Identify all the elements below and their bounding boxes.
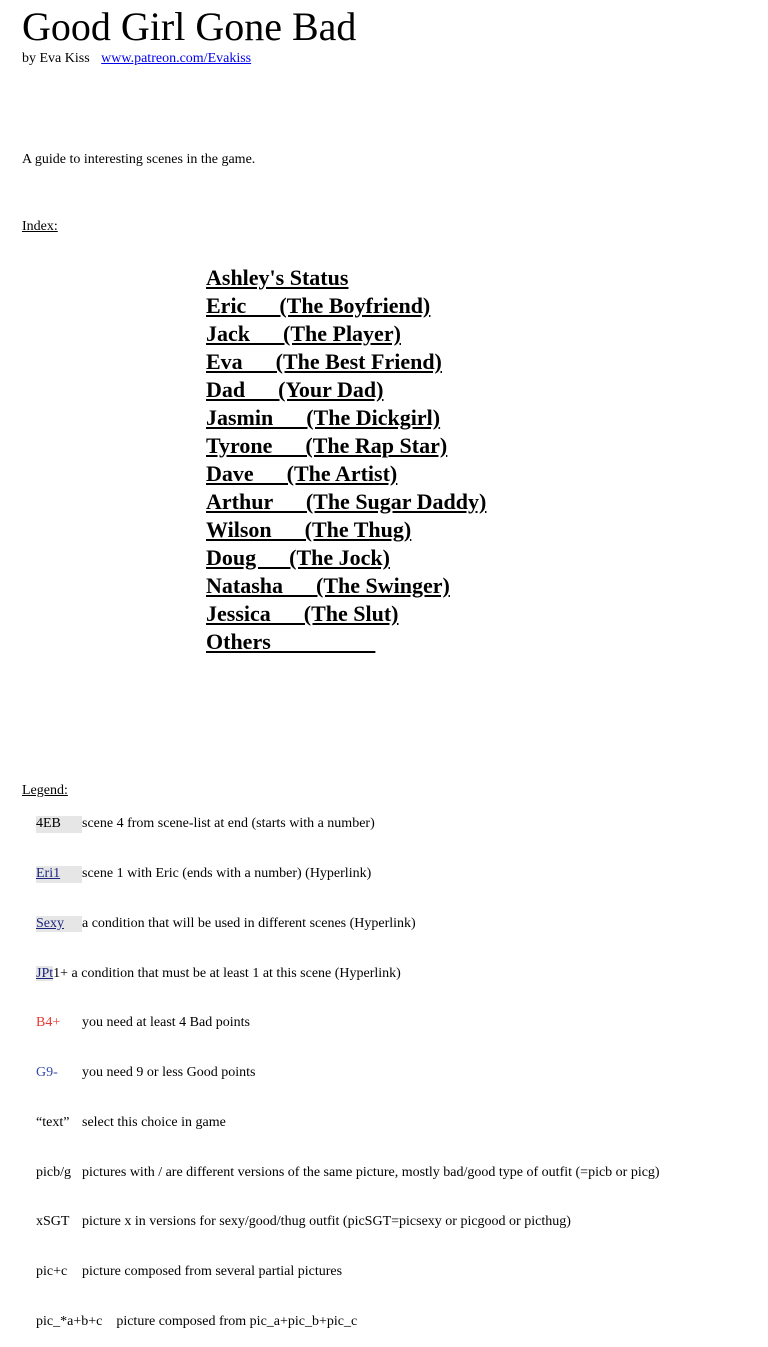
index-heading: Index: xyxy=(22,219,58,234)
legend-row xyxy=(22,800,660,850)
legend-desc: you need 9 or less Good points xyxy=(82,1065,256,1081)
legend-key-suffix: 1+ xyxy=(53,965,69,981)
legend-heading: Legend: xyxy=(22,783,68,798)
legend-row xyxy=(22,849,660,899)
index-link-doug[interactable]: Doug (The Jock) xyxy=(206,545,390,570)
index-item[interactable] xyxy=(206,628,486,656)
index-item[interactable] xyxy=(206,544,486,572)
legend-key: pic+c xyxy=(36,1264,68,1280)
index-item[interactable] xyxy=(206,320,486,348)
legend-desc: scene 4 from scene-list at end (starts with a number) xyxy=(82,816,375,832)
legend-key[interactable]: Eri1 xyxy=(36,866,82,883)
index-link-tyrone[interactable]: Tyrone (The Rap Star) xyxy=(206,433,448,458)
index-item[interactable] xyxy=(206,292,486,320)
legend xyxy=(22,783,660,1347)
index-item[interactable] xyxy=(206,264,486,292)
index-link-wilson[interactable]: Wilson (The Thug) xyxy=(206,517,412,542)
legend-desc: select this choice in game xyxy=(82,1114,226,1130)
legend-desc: picture x in versions for sexy/good/thug outfit (picSGT=picsexy or picgood or picthug) xyxy=(82,1214,571,1230)
index-item[interactable] xyxy=(206,488,486,516)
index-link-eva[interactable]: Eva (The Best Friend) xyxy=(206,349,442,374)
index-item[interactable] xyxy=(206,516,486,544)
legend-key[interactable]: JPt xyxy=(36,965,54,981)
index-link-dad[interactable]: Dad (Your Dad) xyxy=(206,377,384,402)
legend-key: B4+ xyxy=(36,1015,61,1031)
legend-key: “text” xyxy=(36,1114,70,1130)
legend-desc: a condition that must be at least 1 at this scene (Hyperlink) xyxy=(68,965,401,981)
legend-row xyxy=(22,1098,660,1148)
legend-key: xSGT xyxy=(36,1214,70,1230)
index-item[interactable] xyxy=(206,460,486,488)
legend-key: pic_*a+b+c xyxy=(36,1314,103,1329)
legend-row xyxy=(22,1248,660,1298)
intro-text: A guide to interesting scenes in the game. xyxy=(22,152,256,167)
legend-key: picb/g xyxy=(36,1164,71,1180)
legend-key: G9- xyxy=(36,1065,58,1081)
index-link-others[interactable]: Others xyxy=(206,629,376,654)
legend-desc: pictures with / are different versions of the same picture, mostly bad/good type of outfit (=picb or picg) xyxy=(82,1164,660,1180)
index-link-jasmin[interactable]: Jasmin (The Dickgirl) xyxy=(206,405,441,430)
index-item[interactable] xyxy=(206,600,486,628)
index-link-natasha[interactable]: Natasha (The Swinger) xyxy=(206,573,450,598)
legend-key: 4EB xyxy=(36,816,82,833)
index-item[interactable] xyxy=(206,404,486,432)
index-link-jack[interactable]: Jack (The Player) xyxy=(206,321,401,346)
index-item[interactable] xyxy=(206,348,486,376)
legend-desc: picture composed from pic_a+pic_b+pic_c xyxy=(102,1314,358,1329)
legend-row xyxy=(22,949,660,999)
index-link-eric[interactable]: Eric (The Boyfriend) xyxy=(206,293,431,318)
legend-row xyxy=(22,1297,660,1347)
legend-key[interactable]: Sexy xyxy=(36,916,82,933)
index-link-arthur[interactable]: Arthur (The Sugar Daddy) xyxy=(206,489,487,514)
index-list xyxy=(206,264,486,656)
legend-desc: picture composed from several partial pictures xyxy=(82,1264,343,1280)
page-title: Good Girl Gone Bad xyxy=(22,4,357,49)
byline xyxy=(22,50,251,68)
index-item[interactable] xyxy=(206,376,486,404)
legend-row xyxy=(22,1148,660,1198)
legend-desc: a condition that will be used in different scenes (Hyperlink) xyxy=(82,915,416,931)
index-item[interactable] xyxy=(206,432,486,460)
index-link-dave[interactable]: Dave (The Artist) xyxy=(206,461,398,486)
legend-desc: you need at least 4 Bad points xyxy=(82,1015,250,1031)
index-item[interactable] xyxy=(206,572,486,600)
legend-desc: scene 1 with Eric (ends with a number) (Hyperlink) xyxy=(82,865,372,881)
legend-row xyxy=(22,1049,660,1099)
legend-row xyxy=(22,1198,660,1248)
index-link-jessica[interactable]: Jessica (The Slut) xyxy=(206,601,399,626)
legend-row xyxy=(22,899,660,949)
patreon-link[interactable]: www.patreon.com/Evakiss xyxy=(101,51,252,66)
author-text: by Eva Kiss xyxy=(22,51,90,66)
index-link-ashley-status[interactable]: Ashley's Status xyxy=(206,265,349,290)
